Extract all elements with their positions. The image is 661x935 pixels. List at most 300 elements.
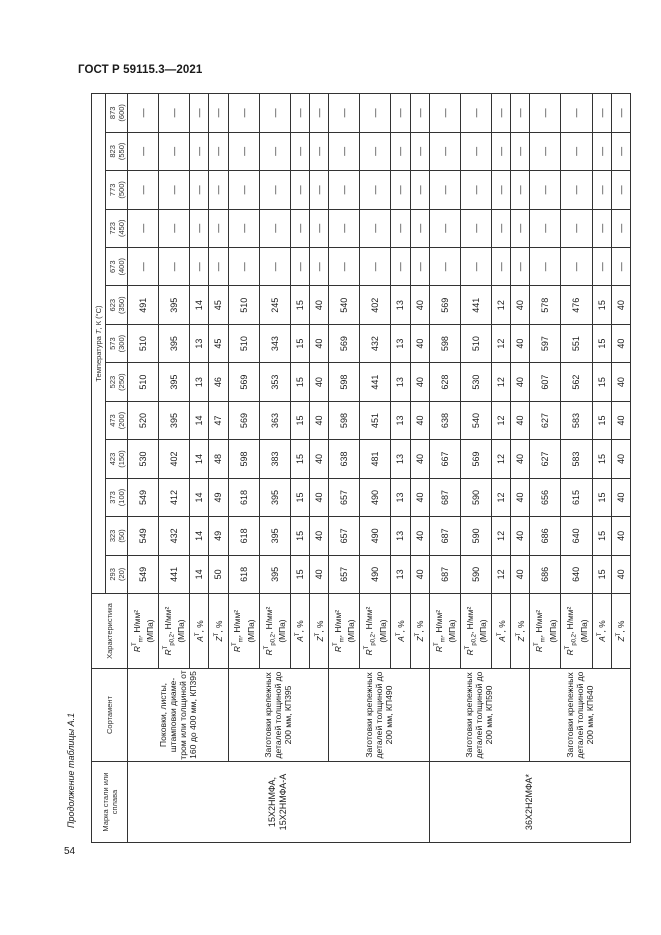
value-cell: 40 [511, 555, 530, 593]
value-cell: 551 [561, 324, 592, 362]
value-cell: 353 [259, 363, 290, 401]
value-cell: 14 [190, 478, 209, 516]
value-cell: — [511, 132, 530, 170]
value-cell: — [309, 94, 328, 133]
value-cell: 510 [460, 324, 491, 362]
value-cell: 657 [329, 478, 360, 516]
value-cell: 40 [511, 363, 530, 401]
value-cell: — [592, 248, 611, 286]
value-cell: 40 [410, 517, 429, 555]
value-cell: 40 [511, 440, 530, 478]
value-cell: 40 [611, 555, 630, 593]
value-cell: 49 [209, 517, 228, 555]
value-cell: 40 [511, 324, 530, 362]
temp-celsius: (200) [116, 411, 126, 430]
value-cell: — [360, 94, 391, 133]
value-cell: 14 [190, 517, 209, 555]
value-cell: 569 [460, 440, 491, 478]
value-cell: 40 [611, 517, 630, 555]
value-cell: 15 [290, 363, 309, 401]
value-cell: 441 [460, 286, 491, 324]
value-cell: — [460, 248, 491, 286]
value-cell: — [228, 209, 259, 247]
value-cell: — [228, 132, 259, 170]
value-cell: 40 [511, 478, 530, 516]
value-cell: — [429, 94, 460, 133]
temp-kelvin: 323 [107, 529, 117, 543]
value-cell: 569 [329, 324, 360, 362]
value-cell: 45 [209, 324, 228, 362]
value-cell: — [410, 248, 429, 286]
value-cell: 15 [592, 286, 611, 324]
temp-celsius: (100) [116, 488, 126, 507]
value-cell: 476 [561, 286, 592, 324]
value-cell: 50 [209, 555, 228, 593]
temp-header-cell [106, 324, 128, 362]
characteristic-cell-z: $Z^T$, % [410, 594, 429, 669]
characteristic-cell-rm: $R^T_m$, Н/мм² (МПа) [329, 594, 360, 669]
value-cell: 510 [128, 324, 159, 362]
value-cell: — [592, 94, 611, 133]
value-cell: — [190, 132, 209, 170]
value-cell: 383 [259, 440, 290, 478]
value-cell: 15 [290, 286, 309, 324]
temp-kelvin: 573 [107, 337, 117, 350]
value-cell: 40 [511, 401, 530, 439]
value-cell: — [128, 209, 159, 247]
value-cell: — [491, 209, 510, 247]
value-cell: 490 [360, 478, 391, 516]
value-cell: 343 [259, 324, 290, 362]
value-cell: 686 [530, 555, 561, 593]
characteristic-cell-a: $A^T$, % [592, 594, 611, 669]
value-cell: — [228, 171, 259, 209]
value-cell: 40 [410, 363, 429, 401]
sortament-cell: Заготовки крепежных деталей толщиной до 200 мм, КП395 [228, 668, 329, 761]
col-header-characteristic: Характеристика [92, 594, 128, 669]
characteristic-cell-a: $A^T$, % [290, 594, 309, 669]
value-cell: — [530, 132, 561, 170]
value-cell: 15 [592, 440, 611, 478]
value-cell: — [530, 171, 561, 209]
temp-celsius: (400) [116, 257, 126, 276]
value-cell: — [391, 132, 410, 170]
value-cell: 638 [429, 401, 460, 439]
value-cell: 490 [360, 517, 391, 555]
value-cell: 13 [391, 363, 410, 401]
value-cell: 13 [190, 363, 209, 401]
value-cell: 583 [561, 401, 592, 439]
value-cell: 40 [309, 363, 328, 401]
value-cell: 640 [561, 517, 592, 555]
value-cell: 395 [159, 324, 190, 362]
value-cell: — [391, 94, 410, 133]
value-cell: 618 [228, 555, 259, 593]
value-cell: 402 [159, 440, 190, 478]
value-cell: 14 [190, 401, 209, 439]
value-cell: — [259, 171, 290, 209]
sortament-cell: Заготовки крепежных деталей толщиной до 200 мм, КП590 [429, 668, 530, 761]
temp-celsius: (250) [116, 373, 126, 391]
value-cell: 540 [460, 401, 491, 439]
value-cell: 40 [309, 555, 328, 593]
temp-header-cell [106, 517, 128, 555]
temp-header-cell [106, 248, 128, 286]
value-cell: 549 [128, 555, 159, 593]
value-cell: — [259, 209, 290, 247]
value-cell: — [410, 171, 429, 209]
temp-celsius: (350) [116, 296, 126, 314]
value-cell: — [460, 171, 491, 209]
value-cell: 40 [611, 401, 630, 439]
header-row-1 [92, 94, 106, 843]
value-cell: 667 [429, 440, 460, 478]
value-cell: 14 [190, 555, 209, 593]
value-cell: — [159, 248, 190, 286]
value-cell: 510 [128, 363, 159, 401]
value-cell: — [491, 94, 510, 133]
value-cell: — [561, 171, 592, 209]
value-cell: — [410, 94, 429, 133]
value-cell: — [592, 132, 611, 170]
value-cell: — [190, 94, 209, 133]
value-cell: 12 [491, 363, 510, 401]
value-cell: — [460, 132, 491, 170]
value-cell: 40 [410, 324, 429, 362]
value-cell: 13 [391, 324, 410, 362]
temp-kelvin: 673 [107, 260, 117, 273]
value-cell: — [391, 171, 410, 209]
table-row [429, 94, 460, 843]
value-cell: — [611, 171, 630, 209]
temp-kelvin: 873 [107, 106, 117, 120]
value-cell: 510 [228, 324, 259, 362]
value-cell: — [329, 209, 360, 247]
value-cell: 451 [360, 401, 391, 439]
value-cell: — [159, 132, 190, 170]
value-cell: — [530, 248, 561, 286]
value-cell: 13 [190, 324, 209, 362]
value-cell: 40 [309, 517, 328, 555]
value-cell: 40 [611, 478, 630, 516]
characteristic-cell-a: $A^T$, % [190, 594, 209, 669]
value-cell: 607 [530, 363, 561, 401]
value-cell: — [360, 248, 391, 286]
sortament-cell: Заготовки крепежных деталей толщиной до 200 мм, КП490 [329, 668, 430, 761]
value-cell: — [128, 248, 159, 286]
value-cell: — [460, 94, 491, 133]
value-cell: 15 [592, 324, 611, 362]
temp-header-cell [106, 286, 128, 324]
value-cell: 15 [592, 478, 611, 516]
rotated-table-container [91, 93, 631, 843]
value-cell: — [290, 248, 309, 286]
value-cell: — [128, 132, 159, 170]
value-cell: 40 [511, 517, 530, 555]
value-cell: — [209, 171, 228, 209]
value-cell: 687 [429, 555, 460, 593]
value-cell: — [561, 248, 592, 286]
value-cell: 412 [159, 478, 190, 516]
value-cell: 15 [592, 555, 611, 593]
value-cell: 569 [429, 286, 460, 324]
value-cell: 12 [491, 324, 510, 362]
value-cell: 363 [259, 401, 290, 439]
characteristic-cell-z: $Z^T$, % [309, 594, 328, 669]
value-cell: — [228, 94, 259, 133]
value-cell: 657 [329, 517, 360, 555]
value-cell: 432 [159, 517, 190, 555]
value-cell: 40 [611, 363, 630, 401]
temp-kelvin: 623 [107, 298, 117, 312]
value-cell: 530 [128, 440, 159, 478]
value-cell: — [491, 171, 510, 209]
value-cell: 583 [561, 440, 592, 478]
value-cell: 395 [259, 555, 290, 593]
value-cell: — [360, 171, 391, 209]
value-cell: 628 [429, 363, 460, 401]
value-cell: — [391, 209, 410, 247]
value-cell: 686 [530, 517, 561, 555]
characteristic-cell-rm: $R^T_m$, Н/мм² (МПа) [228, 594, 259, 669]
value-cell: 510 [228, 286, 259, 324]
temp-kelvin: 423 [107, 452, 117, 466]
value-cell: — [530, 94, 561, 133]
value-cell: — [429, 171, 460, 209]
value-cell: 562 [561, 363, 592, 401]
sortament-cell: Поковки, листы, штамповки диаме- тром или толщиной от 160 до 400 мм, КП395 [128, 668, 229, 761]
value-cell: — [209, 94, 228, 133]
value-cell: — [592, 171, 611, 209]
value-cell: 46 [209, 363, 228, 401]
characteristic-cell-rp: $R^T_{p0,2}$, Н/мм² (МПа) [159, 594, 190, 669]
value-cell: 40 [410, 286, 429, 324]
value-cell: — [511, 248, 530, 286]
value-cell: — [391, 248, 410, 286]
properties-table [91, 93, 631, 843]
temp-celsius: (300) [116, 334, 126, 353]
value-cell: 15 [290, 517, 309, 555]
value-cell: 598 [228, 440, 259, 478]
value-cell: 618 [228, 517, 259, 555]
value-cell: — [190, 209, 209, 247]
value-cell: 12 [491, 286, 510, 324]
value-cell: 490 [360, 555, 391, 593]
value-cell: 432 [360, 324, 391, 362]
value-cell: — [309, 171, 328, 209]
value-cell: — [491, 132, 510, 170]
value-cell: 549 [128, 478, 159, 516]
grade-cell: 15Х2НМФА, 15Х2НМФА-А [128, 762, 430, 843]
value-cell: — [611, 248, 630, 286]
value-cell: 549 [128, 517, 159, 555]
value-cell: 395 [259, 517, 290, 555]
temp-celsius: (550) [116, 142, 126, 161]
value-cell: — [128, 171, 159, 209]
value-cell: 627 [530, 401, 561, 439]
value-cell: — [329, 171, 360, 209]
characteristic-cell-z: $Z^T$, % [611, 594, 630, 669]
temp-header-cell [106, 363, 128, 401]
value-cell: 13 [391, 401, 410, 439]
temp-header-cell [106, 171, 128, 209]
value-cell: 49 [209, 478, 228, 516]
value-cell: 14 [190, 440, 209, 478]
temp-kelvin: 823 [107, 145, 117, 158]
grade-cell: 36Х2Н2МФА* [429, 762, 630, 843]
value-cell: — [561, 132, 592, 170]
value-cell: 40 [410, 401, 429, 439]
value-cell: — [290, 94, 309, 133]
value-cell: 13 [391, 555, 410, 593]
characteristic-cell-rm: $R^T_m$, Н/мм² (МПа) [429, 594, 460, 669]
value-cell: 687 [429, 517, 460, 555]
temp-kelvin: 373 [107, 491, 117, 504]
value-cell: 48 [209, 440, 228, 478]
value-cell: 540 [329, 286, 360, 324]
value-cell: — [611, 94, 630, 133]
temp-celsius: (600) [116, 104, 126, 122]
temp-celsius: (50) [116, 529, 126, 543]
characteristic-cell-rm: $R^T_m$, Н/мм² (МПа) [128, 594, 159, 669]
value-cell: 657 [329, 555, 360, 593]
value-cell: — [360, 132, 391, 170]
value-cell: 15 [290, 401, 309, 439]
value-cell: — [159, 94, 190, 133]
value-cell: — [190, 171, 209, 209]
value-cell: 627 [530, 440, 561, 478]
temp-header-cell [106, 401, 128, 439]
value-cell: 15 [592, 517, 611, 555]
value-cell: 12 [491, 478, 510, 516]
value-cell: — [329, 132, 360, 170]
value-cell: 12 [491, 440, 510, 478]
value-cell: 395 [159, 363, 190, 401]
value-cell: — [209, 248, 228, 286]
value-cell: — [611, 209, 630, 247]
temp-header-cell [106, 555, 128, 593]
temp-kelvin: 293 [107, 568, 117, 581]
value-cell: — [128, 94, 159, 133]
value-cell: — [259, 132, 290, 170]
value-cell: — [592, 209, 611, 247]
value-cell: 15 [592, 363, 611, 401]
value-cell: 590 [460, 478, 491, 516]
value-cell: — [561, 209, 592, 247]
value-cell: — [329, 94, 360, 133]
value-cell: 40 [611, 324, 630, 362]
page-number: 54 [64, 846, 76, 857]
value-cell: 245 [259, 286, 290, 324]
value-cell: 395 [159, 401, 190, 439]
value-cell: 615 [561, 478, 592, 516]
characteristic-cell-rp: $R^T_{p0,2}$, Н/мм² (МПа) [259, 594, 290, 669]
value-cell: — [511, 94, 530, 133]
value-cell: 12 [491, 555, 510, 593]
value-cell: — [329, 248, 360, 286]
value-cell: 40 [309, 286, 328, 324]
characteristic-cell-z: $Z^T$, % [209, 594, 228, 669]
value-cell: 40 [410, 478, 429, 516]
value-cell: — [159, 209, 190, 247]
value-cell: 520 [128, 401, 159, 439]
temp-kelvin: 723 [107, 222, 117, 235]
value-cell: 569 [228, 363, 259, 401]
value-cell: — [511, 209, 530, 247]
value-cell: 40 [410, 555, 429, 593]
value-cell: — [228, 248, 259, 286]
temp-kelvin: 473 [107, 414, 117, 427]
table-row [228, 94, 259, 843]
value-cell: 638 [329, 440, 360, 478]
value-cell: 40 [309, 440, 328, 478]
value-cell: 47 [209, 401, 228, 439]
col-header-temperature: Температура T, К (°С) [92, 94, 106, 594]
value-cell: — [290, 132, 309, 170]
table-row [329, 94, 360, 843]
value-cell: 578 [530, 286, 561, 324]
table-row [128, 94, 159, 843]
temp-header-cell [106, 478, 128, 516]
value-cell: — [429, 132, 460, 170]
characteristic-cell-a: $A^T$, % [391, 594, 410, 669]
value-cell: — [309, 209, 328, 247]
value-cell: 13 [391, 517, 410, 555]
value-cell: — [410, 209, 429, 247]
value-cell: 40 [511, 286, 530, 324]
value-cell: 569 [228, 401, 259, 439]
value-cell: 14 [190, 286, 209, 324]
value-cell: — [491, 248, 510, 286]
value-cell: 12 [491, 517, 510, 555]
value-cell: — [530, 209, 561, 247]
value-cell: 491 [128, 286, 159, 324]
col-header-sortament: Сортамент [92, 668, 128, 761]
value-cell: — [209, 209, 228, 247]
temp-celsius: (20) [116, 567, 126, 582]
value-cell: 590 [460, 555, 491, 593]
characteristic-cell-z: $Z^T$, % [511, 594, 530, 669]
table-caption: Продолжение таблицы А.1 [66, 712, 76, 828]
temp-header-cell [106, 132, 128, 170]
value-cell: 598 [329, 363, 360, 401]
temp-header-cell [106, 94, 128, 133]
value-cell: — [190, 248, 209, 286]
value-cell: 40 [309, 401, 328, 439]
value-cell: — [290, 209, 309, 247]
col-header-grade: Марка стали или сплава [92, 762, 128, 843]
document-header: ГОСТ Р 59115.3—2021 [78, 64, 203, 76]
value-cell: 40 [309, 324, 328, 362]
value-cell: — [460, 209, 491, 247]
value-cell: 441 [360, 363, 391, 401]
value-cell: 597 [530, 324, 561, 362]
value-cell: 40 [611, 440, 630, 478]
value-cell: — [511, 171, 530, 209]
value-cell: 40 [309, 478, 328, 516]
value-cell: — [259, 248, 290, 286]
value-cell: 40 [410, 440, 429, 478]
characteristic-cell-rm: $R^T_m$, Н/мм² (МПа) [530, 594, 561, 669]
value-cell: — [429, 209, 460, 247]
value-cell: 687 [429, 478, 460, 516]
value-cell: 13 [391, 286, 410, 324]
characteristic-cell-rp: $R^T_{p0,2}$, Н/мм² (МПа) [360, 594, 391, 669]
value-cell: — [290, 171, 309, 209]
value-cell: 12 [491, 401, 510, 439]
value-cell: — [561, 94, 592, 133]
characteristic-cell-rp: $R^T_{p0,2}$, Н/мм² (МПа) [561, 594, 592, 669]
